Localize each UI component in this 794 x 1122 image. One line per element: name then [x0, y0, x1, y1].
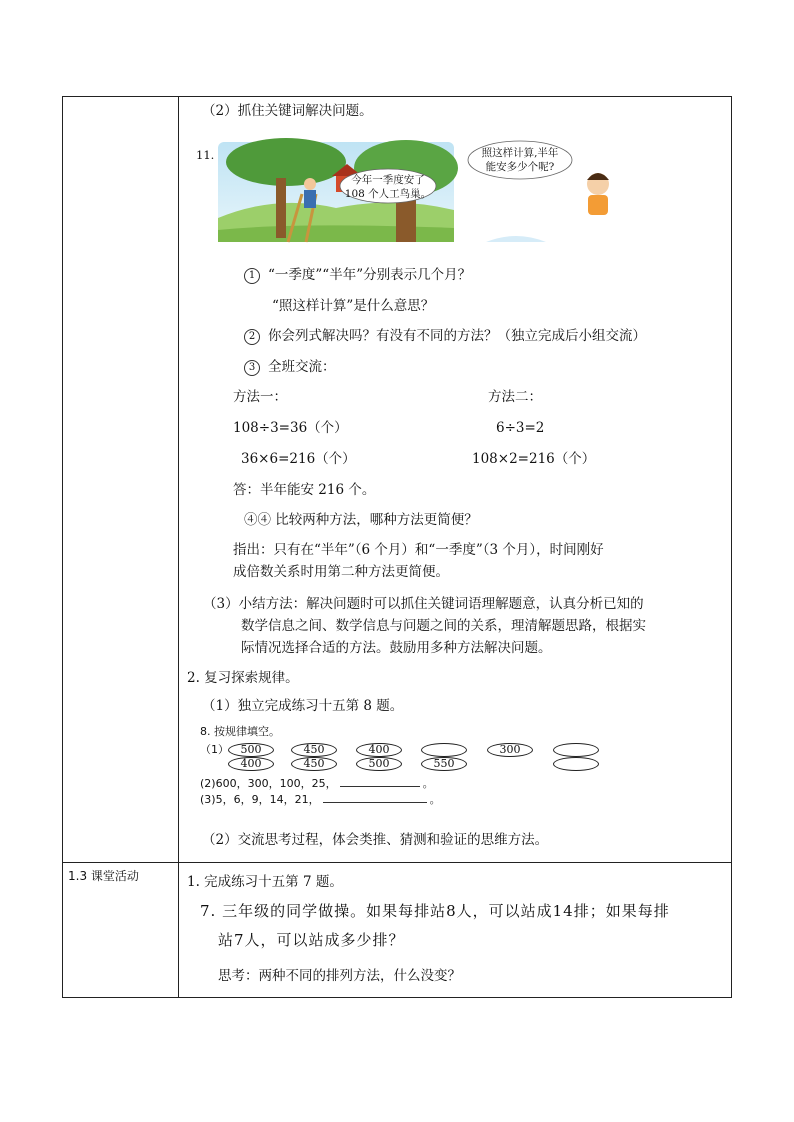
oval-bottom-4: 550	[421, 757, 467, 771]
exercise-8-row1-label: （1）	[200, 743, 229, 756]
oval-top-4[interactable]	[421, 743, 467, 757]
point-line1: 指出：只有在“半年”（6 个月）和“一季度”（3 个月），时间刚好	[233, 542, 604, 558]
problem-7-line2: 站7人，可以站成多少排？	[218, 931, 405, 949]
problem-illustration	[216, 138, 616, 246]
section-2-title: （2）抓住关键词解决问题。	[202, 103, 373, 119]
review-item-2: （2）交流思考过程，体会类推、猜测和验证的思维方法。	[202, 832, 549, 848]
circled-2-icon: 2	[244, 329, 260, 345]
think-question: 思考：两种不同的排列方法，什么没变？	[218, 968, 461, 984]
summary-line3: 际情况选择合适的方法。鼓励用多种方法解决问题。	[241, 640, 552, 656]
method-1-step2: 36×6=216（个）	[241, 451, 356, 467]
oval-bottom-5[interactable]	[553, 757, 599, 771]
problem-number: 11.	[196, 148, 215, 162]
summary-line2: 数学信息之间、数学信息与问题之间的关系，理清解题思路，根据实	[241, 618, 646, 634]
oval-bottom-3: 500	[356, 757, 402, 771]
question-4: ④④ 比较两种方法，哪种方法更简便？	[244, 512, 478, 528]
bubble-right-line2: 能安多少个呢?	[485, 161, 555, 173]
oval-top-3: 400	[356, 743, 402, 757]
blank-row3[interactable]	[323, 790, 427, 803]
bubble-left-line2: 108 个人工鸟巢。	[344, 188, 432, 200]
bubble-right-line1: 照这样计算,半年	[481, 147, 559, 159]
bubble-left-line1: 今年一季度安了	[351, 174, 425, 186]
summary-line1: （3）小结方法：解决问题时可以抓住关键词语理解题意，认真分析已知的	[203, 596, 644, 612]
oval-top-1: 500	[228, 743, 274, 757]
oval-bottom-1: 400	[228, 757, 274, 771]
circled-3-icon: 3	[244, 360, 260, 376]
circled-1-icon: 1	[244, 268, 260, 284]
oval-top-2: 450	[291, 743, 337, 757]
problem-7-line1: 7. 三年级的同学做操。如果每排站8人，可以站成14排；如果每排	[200, 902, 670, 920]
row-divider	[63, 862, 731, 863]
answer: 答：半年能安 216 个。	[233, 482, 376, 498]
row-label-class-activity: 1.3 课堂活动	[68, 869, 139, 883]
exercise-8-row3: (3)5，6，9，14，21， 。	[200, 790, 441, 809]
exercise-8-row2: (2)600，300，100，25， 。	[200, 774, 434, 793]
question-3: 3 全班交流：	[244, 358, 336, 376]
method-1-step1: 108÷3=36（个）	[233, 420, 348, 436]
question-2: 2 你会列式解决吗？有没有不同的方法？（独立完成后小组交流）	[244, 327, 646, 345]
blank-row2[interactable]	[340, 774, 420, 787]
method-2-title: 方法二：	[488, 389, 542, 405]
worker	[304, 178, 316, 190]
exercise-8-title: 8. 按规律填空。	[200, 725, 280, 738]
question-1: 1 “一季度”“半年”分别表示几个月？	[244, 266, 471, 284]
point-line2: 成倍数关系时用第二种方法更简便。	[233, 564, 449, 580]
oval-bottom-2: 450	[291, 757, 337, 771]
review-item-1: （1）独立完成练习十五第 8 题。	[202, 698, 404, 714]
review-title: 2. 复习探索规律。	[187, 670, 299, 686]
oval-top-5: 300	[487, 743, 533, 757]
question-1b: “照这样计算”是什么意思？	[272, 298, 435, 314]
oval-top-6[interactable]	[553, 743, 599, 757]
activity-1: 1. 完成练习十五第 7 题。	[187, 874, 343, 890]
method-1-title: 方法一：	[233, 389, 287, 405]
method-2-step2: 108×2=216（个）	[472, 451, 596, 467]
method-2-step1: 6÷3=2	[496, 420, 545, 436]
